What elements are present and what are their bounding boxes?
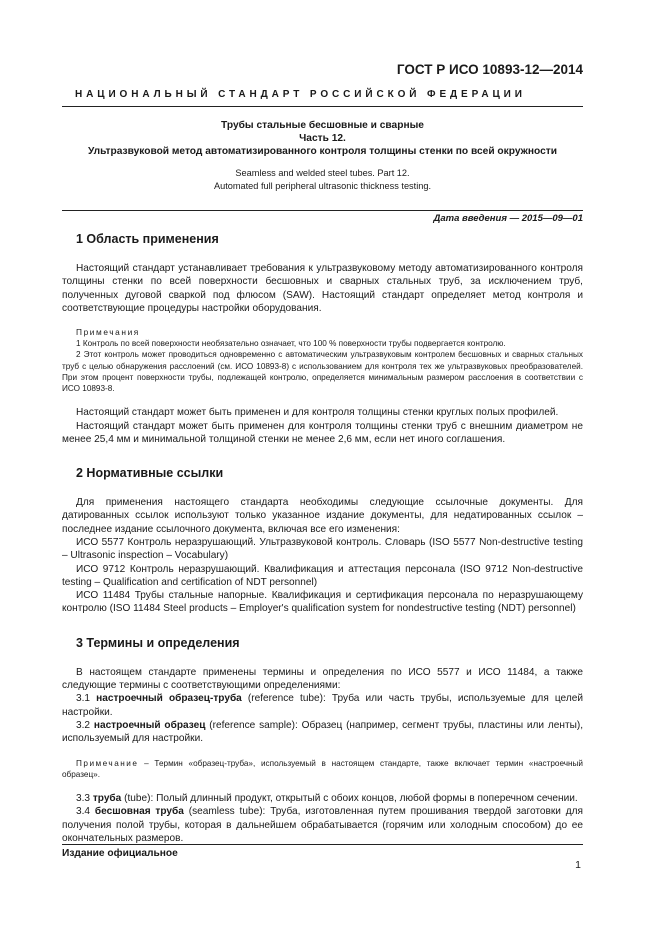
term-name: настроечный образец — [93, 719, 206, 731]
section1-heading: 1 Область применения — [76, 232, 219, 246]
title-block — [62, 119, 583, 192]
section1-notes-title: Примечания — [76, 327, 140, 338]
title-ru-line2: Часть 12. — [299, 133, 346, 144]
introduction-date: Дата введения — 2015—09—01 — [433, 213, 583, 224]
official-edition-label: Издание официальное — [62, 848, 178, 859]
title-divider — [62, 210, 583, 211]
title-en-line1: Seamless and welded steel tubes. Part 12. — [235, 168, 410, 178]
term-number: 3.2 — [76, 719, 94, 731]
term-3-4 — [62, 805, 583, 845]
section1-paragraph: Настоящий стандарт может быть применен и для контроля толщины стенки круглых полых профилей. — [76, 407, 559, 419]
section3-paragraph: В настоящем стандарте применены термины и определения по ИСО 5577 и ИСО 11484, а также следующие термины с соответствующими определениями: — [62, 666, 583, 692]
page-number: 1 — [575, 859, 581, 871]
term-number: 3.3 — [76, 792, 93, 804]
term-3-2 — [62, 719, 583, 746]
term-definition: (reference tube): Труба или часть трубы, используемые для целей настройки. — [62, 693, 583, 718]
reference-iso11484: ИСО 11484 Трубы стальные напорные. Квалификация и сертификация персонала по неразрушающему контролю (ISO 11484 Steel products – Employer's qualification system for nondestructive testing (NDT) personnel) — [62, 590, 583, 615]
section3-heading: 3 Термины и определения — [76, 635, 240, 650]
note-label: Примечание — [76, 758, 139, 768]
term-3-3 — [62, 792, 583, 805]
term-definition: (seamless tube): Труба, изготовленная путем прошивания твердой заготовки для получения полой трубы, которая в дальнейшем обрабатывается (горячим или холодным способом) до ее окончательных размеров. — [62, 806, 583, 844]
term-definition: (tube): Полый длинный продукт, открытый с обоих концов, любой формы в поперечном сечении. — [121, 792, 578, 804]
reference-iso5577: ИСО 5577 Контроль неразрушающий. Ультразвуковой контроль. Словарь (ISO 5577 Non-destructive testing – Ultrasonic inspection – Vocabulary) — [62, 536, 583, 562]
section1-note1: 1 Контроль по всей поверхности необязательно означает, что 100 % поверхности трубы подвергается контролю. — [76, 339, 506, 349]
term-name: бесшовная труба — [94, 806, 184, 818]
section2-heading: 2 Нормативные ссылки — [76, 466, 224, 481]
term-definition: (reference sample): Образец (например, сегмент трубы, пластины или ленты), используемый для настройки. — [62, 719, 584, 745]
section2-paragraph: Для применения настоящего стандарта необходимы следующие ссылочные документы. Для датированных ссылок используют только указанное издание документы, для недатированных ссылок – последнее издание ссылочного документа, включая все его изменения: — [62, 497, 583, 535]
term-number: 3.1 — [76, 693, 97, 705]
reference-iso9712: ИСО 9712 Контроль неразрушающий. Квалификация и аттестация персонала (ISO 9712 Non-destructive testing – Qualification and certification of NDT personnel) — [62, 563, 583, 588]
document-body — [62, 231, 583, 845]
footer-divider — [62, 844, 583, 845]
term-name: труба — [92, 792, 122, 804]
section1-note2: 2 Этот контроль может проводиться одновременно с автоматическим ультразвуковым контролем бесшовных и сварных стальных труб с целью обнаружения расслоений (см. ИСО 10893-8) с использованием для контроля тех же ультразвуковых преобразователей. При этом процент поверхности трубы, подлежащей контролю, определяется минимальным размером расслоения в соответствии с ИСО 10893-8. — [62, 350, 583, 393]
term-name: настроечный образец-труба — [96, 693, 242, 705]
national-standard-banner: НАЦИОНАЛЬНЫЙ СТАНДАРТ РОССИЙСКОЙ ФЕДЕРАЦИИ — [75, 89, 526, 100]
section3-note — [62, 758, 583, 780]
section1-paragraph: Настоящий стандарт может быть применен для контроля толщины стенки труб с внешним диаметром не менее 25,4 мм и минимальной толщиной стенки не менее 2,6 мм, если нет иного соглашения. — [62, 420, 583, 445]
section1-paragraph: Настоящий стандарт устанавливает требования к ультразвуковому методу автоматизированного контроля толщины стенки по всей поверхности бесшовных и сварных стальных труб, за исключением труб, полученных дуговой сваркой под флюсом (SAW). Настоящий стандарт определяет метод контроля и соответствующие процедуры настройки оборудования. — [62, 263, 583, 314]
title-ru-line1: Трубы стальные бесшовные и сварные — [221, 120, 424, 131]
term-number: 3.4 — [76, 806, 95, 818]
title-en-line2: Automated full peripheral ultrasonic thickness testing. — [213, 180, 432, 191]
term-3-1 — [62, 692, 583, 719]
standard-code: ГОСТ Р ИСО 10893-12—2014 — [396, 62, 583, 77]
note-text: – Термин «образец-труба», используемый в настоящем стандарте, также включает термин «настроечный образец». — [62, 758, 583, 779]
title-ru-line3: Ультразвуковой метод автоматизированного контроля толщины стенки по всей окружности — [87, 146, 558, 157]
top-divider — [62, 106, 583, 107]
